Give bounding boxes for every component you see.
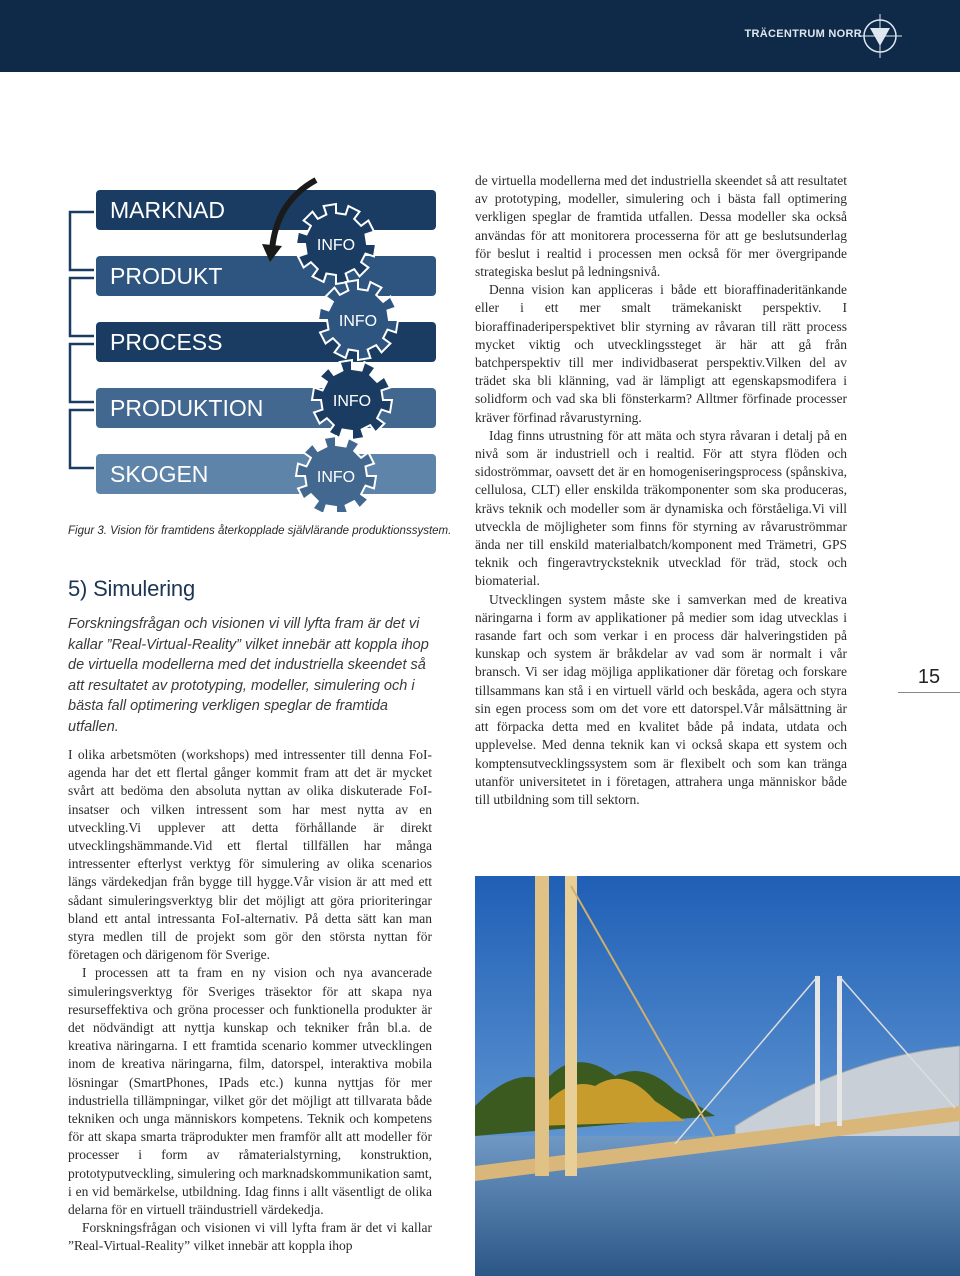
paragraph: I processen att ta fram en ny vision och nya avancerade simuleringsverktyg för Sveriges träsektor för att skapa nya resurseffektiva och gröna processer och funktionella produkter är det nödvändigt att nyttja kunskap och tekniker från bl.a. de kreativa näringarna. I ett framtida scenario kommer utvecklingen inom de kreativa näringarna, film, datorspel, interaktiva mobila lösningar (SmartPhones, IPads etc.) kunna nyttjas för mer industriella tillämpningar, vilket gör det möjligt att tillvarata både tekniken och unga människors kompetens. Teknik och kompetens för att skapa smarta träprodukter men framför allt att modeller för processer i form av råmaterialstyrning, konstruktion, prototyputveckling, simulering och marknadskommunikation samt, i en vid bemärkelse, utbildning. Idag finns i allt väsentligt de olika delarna för en virtuell träindustriell värdekedja. <box>68 965 432 1218</box>
diagram-box-label: SKOGEN <box>110 461 209 487</box>
gear-label: INFO <box>316 469 356 486</box>
page-number-rule <box>898 692 960 693</box>
gear-label: INFO <box>332 393 372 410</box>
paragraph: I olika arbetsmöten (workshops) med intressenter till denna FoI-agenda har det ett flertal gånger kommit fram att det är mycket svårt att bedöma den absoluta nyttan av olika diskuterade FoI-insatser och vilken intressent som har mest nytta av en utveckling.Vi upplever att detta förhållande är direkt utvecklingshämmande.Vid ett flertal tillfällen har många intressenter efterlyst verktyg för simulering av olika scenarios längs värdekedjan från bygge till hygge.Vår vision är att med ett sådant simuleringsverktyg blir det möjligt att göra prioriteringar bland ett antal intressanta FoI-alternativ. På detta sätt kan man styra medlen till de projekt som gör den största nyttan för företagen och därigenom för Sverige. <box>68 747 432 963</box>
right-text-column <box>475 172 847 809</box>
paragraph: Utvecklingen system måste ske i samverkan med de kreativa näringarna i form av applikationer på medier som idag utvecklas i rasande fart och som verkar i en process där halveringstiden på kunskap och system är bråkdelar av vad som är normalt i vår bransch. Vi ser idag möjliga applikationer där företag och forskare tillsammans kan stå i en virtuell värld och beskåda, agera och styra sin egen process som om det vore ett datorspel.Vår målsättning är att förpacka detta med en kvalitet både på indata, utdata och upplevelse. Med denna teknik kan vi också skapa ett system och komptensutvecklingssystem som är flexibelt och som kan tränga utanför universitetet in i företagen, attrahera unga människor både till utbildning som till sektorn. <box>475 591 847 807</box>
bridge-photo <box>475 876 960 1276</box>
left-text-column <box>68 746 432 1256</box>
section-lead: Forskningsfrågan och visionen vi vill lyfta fram är det vi kallar ”Real-Virtual-Reality” vilket innebär att koppla ihop de virtuella modellerna med det industriella skeendet så att resultatet av prototyping, modeller, simulering och i bästa fall optimering verkligen speglar de framtida utfallen. <box>68 616 429 735</box>
brand-name: TRÄCENTRUM NORR <box>744 28 862 40</box>
diagram-box-label: PROCESS <box>110 329 223 355</box>
figure-caption: Figur 3. Vision för framtidens återkopplade självlärande produktionssystem. <box>68 525 452 537</box>
diagram-box-label: PRODUKTION <box>110 395 264 421</box>
page-number: 15 <box>917 666 941 688</box>
paragraph: Forskningsfrågan och visionen vi vill lyfta fram är det vi kallar ”Real-Virtual-Reality” vilket innebär att koppla ihop <box>68 1220 432 1254</box>
section-title: 5) Simulering <box>68 576 196 601</box>
diagram-box-label: PRODUKT <box>110 263 223 289</box>
paragraph: Denna vision kan appliceras i både ett bioraffinaderitänkande eller i ett mer smalt trämekaniskt perspektiv. I bioraffinaderiperspektivet blir styrning av råvaran till rätt process mycket viktig och utvecklingssteget är här att gå från batchperspektiv till mer individbaserat perspektiv.Vilken del av trädet ska bli klänning, vad är lämpligt att egenskapsmodifera i solidform och vad ska bli fönsterkarm? Alltmer förfinade processer kräver förfinad råvarustyrning. <box>475 282 847 425</box>
gear-label: INFO <box>316 237 356 254</box>
page-header-band <box>0 0 960 72</box>
paragraph: de virtuella modellerna med det industriella skeendet så att resultatet av prototyping, modeller, simulering och i bästa fall optimering verkligen speglar de framtida utfallen. Dessa modeller ska också användas för att monitorera processerna för att ge beslutsunderlag för beslut i realtid i processen men också för mer övergripande strategiska beslut på ledningsnivå. <box>475 173 847 280</box>
diagram-box-label: MARKNAD <box>110 197 226 223</box>
gear-label: INFO <box>338 313 378 330</box>
compass-triangle-icon <box>858 14 902 58</box>
paragraph: Idag finns utrustning för att mäta och styra råvaran i detalj på en nivå som är industriell och i realtid. För att styra flöden och sidoströmmar, oavsett det är en homogeniseringsprocess (spånskiva, cellulosa, CLT) eller enskilda träkomponenter som ska produceras, krävs teknik och modeller som är dynamiska och förståeliga.Vi vill utveckla de möjligheter som finns för styrning av råvaruströmmar ända ner till enskild materialbatch/komponent med Trämetri, GPS teknik och fingeravtrycksteknik utvecklad för träd, stock och biomaterial. <box>475 427 847 589</box>
production-system-diagram <box>66 172 442 512</box>
